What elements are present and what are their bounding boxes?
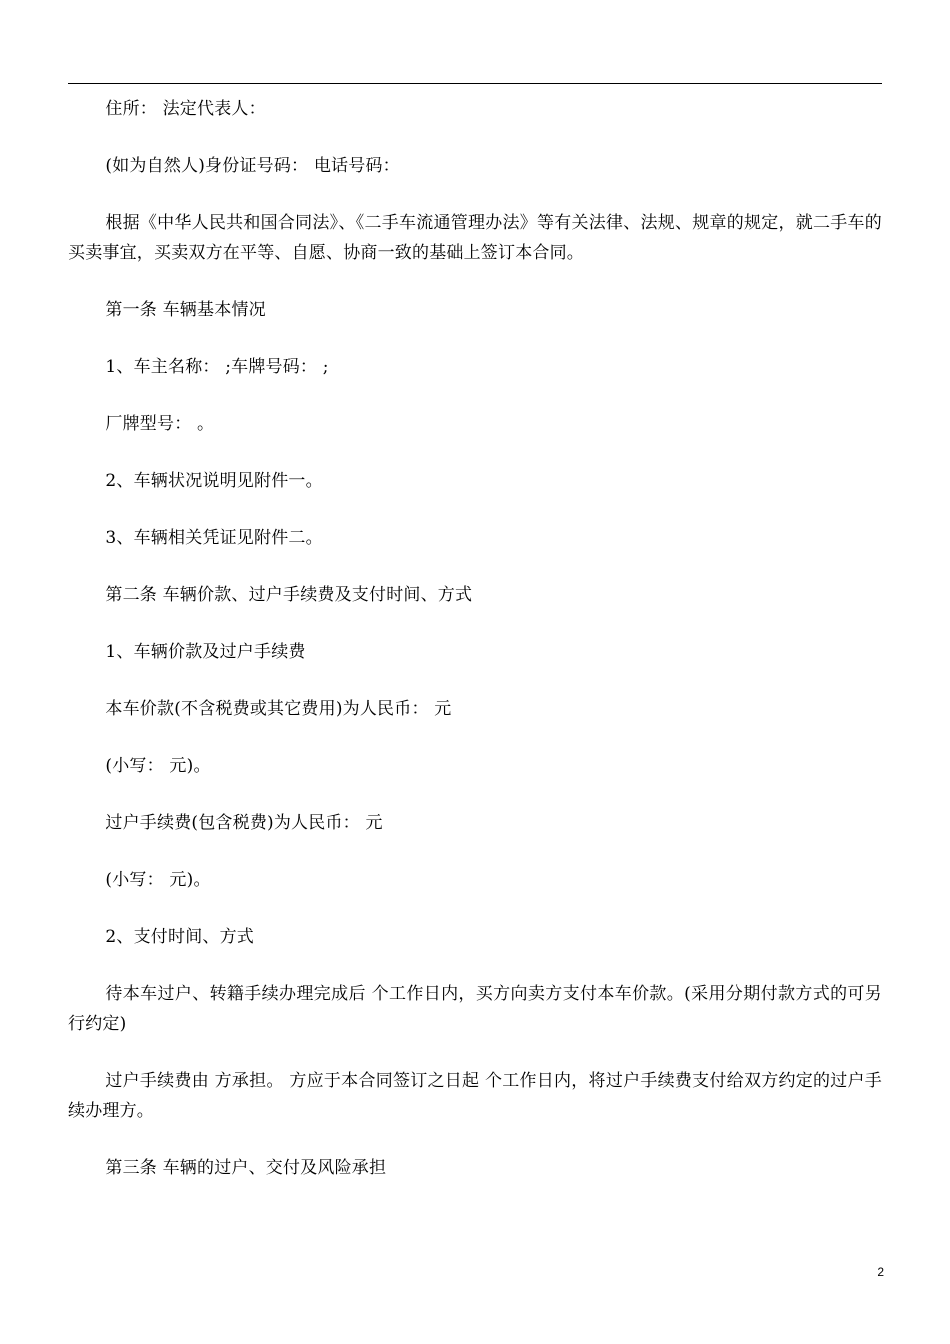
paragraph-fee-responsibility: 过户手续费由 方承担。 方应于本合同签订之日起 个工作日内，将过户手续费支付给双方约定的过户手续办理方。	[68, 1071, 882, 1121]
paragraph-price-fee-heading: 1、车辆价款及过户手续费	[105, 642, 306, 662]
header-rule	[68, 83, 882, 84]
paragraph-documents: 3、车辆相关凭证见附件二。	[105, 528, 323, 548]
article-2-heading: 第二条 车辆价款、过户手续费及支付时间、方式	[105, 585, 473, 605]
paragraph-transfer-fee: 过户手续费(包含税费)为人民币： 元	[105, 813, 383, 833]
paragraph-owner-plate: 1、车主名称： ;车牌号码： ;	[105, 357, 329, 377]
page-number: 2	[877, 1265, 884, 1279]
paragraph-payment-heading: 2、支付时间、方式	[105, 927, 255, 947]
article-1-heading: 第一条 车辆基本情况	[105, 300, 266, 320]
paragraph-fee-lowercase: (小写： 元)。	[105, 870, 211, 890]
paragraph-condition: 2、车辆状况说明见附件一。	[105, 471, 323, 491]
paragraph-price-lowercase: (小写： 元)。	[105, 756, 211, 776]
article-3-heading: 第三条 车辆的过户、交付及风险承担	[105, 1158, 387, 1178]
paragraph-id-phone: (如为自然人)身份证号码： 电话号码：	[105, 156, 400, 176]
paragraph-preamble: 根据《中华人民共和国合同法》、《二手车流通管理办法》等有关法律、法规、规章的规定，就二手车的买卖事宜，买卖双方在平等、自愿、协商一致的基础上签订本合同。	[68, 213, 882, 263]
paragraph-address: 住所： 法定代表人：	[105, 99, 266, 119]
paragraph-model: 厂牌型号： 。	[105, 414, 215, 434]
paragraph-price: 本车价款(不含税费或其它费用)为人民币： 元	[105, 699, 452, 719]
paragraph-payment-terms: 待本车过户、转籍手续办理完成后 个工作日内，买方向卖方支付本车价款。(采用分期付款方式的可另行约定)	[68, 984, 882, 1034]
document-body	[68, 94, 882, 1183]
